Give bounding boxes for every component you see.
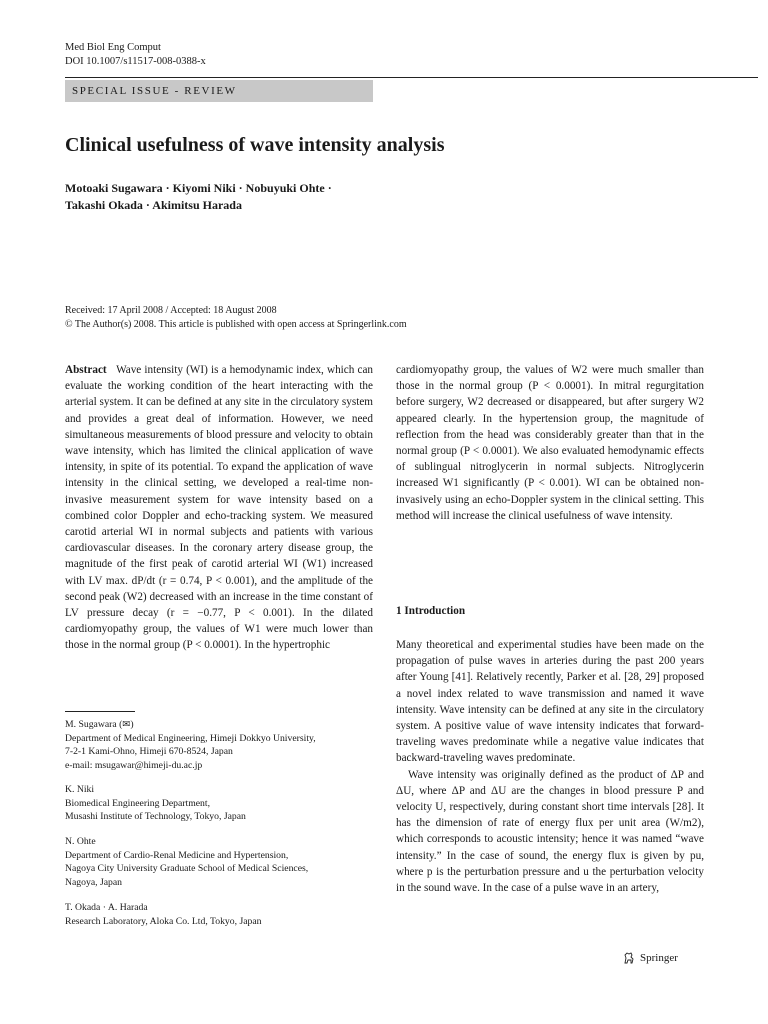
affiliation-name: T. Okada · A. Harada	[65, 902, 148, 913]
article-type-badge: SPECIAL ISSUE - REVIEW	[65, 80, 373, 102]
intro-paragraph-2: Wave intensity was originally defined as the product of ΔP and ΔU, where ΔP and ΔU are the changes in blood pressure P and velocity U, respectively, during constant short time intervals [28]. It has the dimension of rate of energy flux per unit area (W/m2), which corresponds to acoustic intensity; hence it was named “wave intensity.” In the case of sound, the energy flux is given by pu, where p is the perturbation pressure and u the perturbation velocity in the sound wave. In the case of a pulse wave in an artery,	[396, 768, 704, 895]
affiliation-4	[65, 901, 373, 928]
affiliation-line: Nagoya City University Graduate School of Medical Sciences,	[65, 863, 309, 874]
article-title: Clinical usefulness of wave intensity analysis	[65, 134, 445, 156]
abstract-label: Abstract	[65, 364, 107, 376]
affiliation-name: K. Niki	[65, 784, 95, 795]
author-list	[65, 180, 332, 214]
affiliation-line: Biomedical Engineering Department,	[65, 797, 210, 809]
springer-horse-icon	[622, 951, 636, 965]
journal-name: Med Biol Eng Comput	[65, 42, 161, 53]
affiliation-name: M. Sugawara (✉)	[65, 719, 134, 730]
affiliation-1	[65, 718, 373, 772]
affiliation-line: Musashi Institute of Technology, Tokyo, Japan	[65, 811, 246, 822]
intro-paragraph-1: Many theoretical and experimental studies have been made on the propagation of pulse waves in arteries during the past 200 years after Young [41]. Relatively recently, Parker et al. [28, 29] proposed a novel index related to wave transmission and named it wave intensity. Wave intensity can be defined at any site in the circulatory system. A positive value of wave intensity indicates that forward-traveling waves predominate while a negative value indicates that backward-traveling waves predominate.	[396, 639, 704, 765]
abstract-block	[65, 362, 373, 654]
author-line-2: Takashi Okada · Akimitsu Harada	[65, 198, 242, 212]
copyright-notice: © The Author(s) 2008. This article is published with open access at Springerlink.com	[65, 319, 407, 330]
abstract-text: Wave intensity (WI) is a hemodynamic index, which can evaluate the working condition of the heart interacting with the arterial system. It can be defined at any site in the circulatory system and provides a great deal of information. However, we need simultaneous measurements of blood pressure and velocity to obtain wave intensity, which has limited the clinical application of wave intensity, in spite of its potential. To expand the application of wave intensity in the clinical setting, we developed a real-time non-invasive measurement system for wave intensity based on a combined color Doppler and echo-tracking system. We measured carotid arterial WI in normal subjects and patients with various cardiovascular diseases. In the coronary artery disease group, the magnitude of the first peak of carotid arterial WI (W1) increased with LV max. dP/dt (r = 0.74, P < 0.001), and the amplitude of the second peak (W2) decreased with an increase in the time constant of LV pressure decay (r = −0.77, P < 0.001). In the dilated cardiomyopathy group, the values of W1 were much lower than those in the normal group (P < 0.0001). In the hypertrophic	[65, 364, 374, 652]
affiliation-line: Department of Cardio-Renal Medicine and Hypertension,	[65, 849, 289, 861]
abstract-continued-text: cardiomyopathy group, the values of W2 were much smaller than those in the normal group (P < 0.0001). In mitral regurgitation before surgery, W2 decreased or disappeared, but after surgery W2 appeared clearly. In the hypertension group, the magnitude of reflection from the head was considerably greater than that in the normal group (P < 0.0001). We also evaluated hemodynamic effects of sublingual nitroglycerin in normal subjects. Nitroglycerin increased W1 significantly (P < 0.001). WI can be obtained non-invasively using an echo-Doppler system in the clinical setting. This method will increase the clinical usefulness of wave intensity.	[396, 364, 704, 522]
affiliation-line: Nagoya, Japan	[65, 876, 123, 888]
received-accepted: Received: 17 April 2008 / Accepted: 18 August 2008	[65, 305, 277, 316]
footnote-rule	[65, 711, 135, 712]
affiliation-3	[65, 835, 373, 889]
journal-header	[65, 41, 206, 69]
abstract-continued	[396, 362, 704, 524]
affiliation-2	[65, 783, 373, 824]
publisher-mark	[622, 951, 678, 965]
publication-dates	[65, 304, 407, 332]
affiliation-name: N. Ohte	[65, 836, 96, 847]
affiliation-line: Department of Medical Engineering, Himeji Dokkyo University,	[65, 732, 316, 744]
journal-doi: DOI 10.1007/s11517-008-0388-x	[65, 56, 206, 67]
publisher-name: Springer	[640, 952, 678, 964]
author-line-1: Motoaki Sugawara · Kiyomi Niki · Nobuyuki Ohte ·	[65, 181, 332, 195]
introduction-body	[396, 637, 704, 896]
section-heading-introduction: 1 Introduction	[396, 605, 466, 617]
affiliation-line: Research Laboratory, Aloka Co. Ltd, Tokyo, Japan	[65, 915, 262, 927]
affiliation-line: 7-2-1 Kami-Ohno, Himeji 670-8524, Japan	[65, 746, 233, 757]
affiliation-email: e-mail: msugawar@himeji-du.ac.jp	[65, 759, 203, 771]
header-rule	[65, 77, 758, 78]
